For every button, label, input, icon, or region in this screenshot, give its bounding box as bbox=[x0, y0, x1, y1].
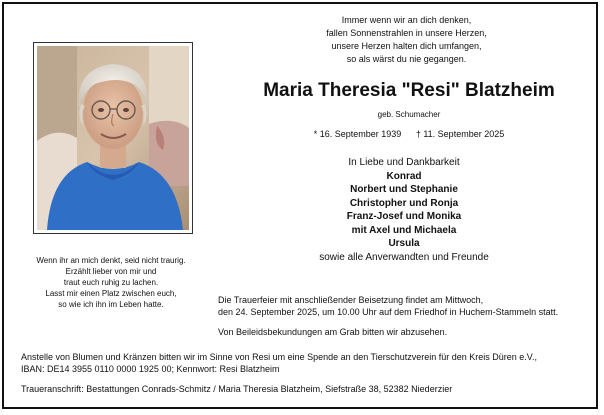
obituary-notice bbox=[2, 2, 598, 409]
poem-top-line: so als wärst du nie gegangen. bbox=[346, 54, 467, 64]
donation-line: Anstelle von Blumen und Kränzen bitten wir im Sinne von Resi um eine Spende an den Tierschutzverein für den Kreis Düren e.V., bbox=[21, 352, 537, 362]
birth-name: geb. Schumacher bbox=[377, 110, 441, 119]
family-member: mit Axel und Michaela bbox=[351, 224, 457, 236]
poem-top bbox=[254, 14, 559, 66]
poem-top-line: unsere Herzen halten dich umfangen, bbox=[331, 41, 482, 51]
ceremony-line: den 24. September 2025, um 10.00 Uhr auf dem Friedhof in Huchem-Stammeln statt. bbox=[218, 306, 559, 317]
birth-date: * 16. September 1939 bbox=[313, 129, 402, 139]
poem-left-line: Wenn ihr an mich denkt, seid nicht traurig. bbox=[36, 256, 186, 265]
family-member: Konrad bbox=[386, 170, 422, 182]
life-dates bbox=[244, 129, 574, 139]
death-date: † 11. September 2025 bbox=[415, 129, 505, 139]
donation-iban: IBAN: DE14 3955 0110 0000 1925 00; Kennwort: Resi Blatzheim bbox=[21, 363, 280, 374]
family-member: Christopher und Ronja bbox=[349, 197, 459, 209]
family-intro: In Liebe und Dankbarkeit bbox=[348, 157, 460, 168]
poem-left-line: Lasst mir einen Platz zwischen euch, bbox=[45, 289, 177, 298]
donation-and-address bbox=[21, 352, 596, 396]
deceased-name: Maria Theresia "Resi" Blatzheim bbox=[263, 80, 555, 101]
poem-top-line: Immer wenn wir an dich denken, bbox=[341, 15, 472, 25]
family-closing: sowie alle Anverwandten und Freunde bbox=[319, 251, 489, 263]
poem-left-line: traut euch ruhig zu lachen. bbox=[63, 278, 159, 287]
poem-left-line: so wie ich ihn im Leben hatte. bbox=[58, 300, 164, 309]
mourning-address: Traueranschrift: Bestattungen Conrads-Schmitz / Maria Theresia Blatzheim, Siefstraße 38, 52382 Niederzier bbox=[21, 384, 453, 394]
ceremony-line: Die Trauerfeier mit anschließender Beisetzung findet am Mittwoch, bbox=[218, 295, 484, 305]
condolence-note: Von Beileidsbekundungen am Grab bitten wir abzusehen. bbox=[218, 327, 448, 337]
family-member: Franz-Josef und Monika bbox=[346, 211, 462, 222]
family-member: Norbert und Stephanie bbox=[350, 184, 458, 195]
portrait-photo bbox=[37, 46, 189, 230]
poem-left-line: Erzählt lieber von mir und bbox=[65, 267, 157, 276]
family-list bbox=[254, 156, 554, 264]
poem-top-line: fallen Sonnenstrahlen in unsere Herzen, bbox=[326, 28, 487, 38]
portrait-photo-frame bbox=[33, 42, 193, 234]
ceremony-info bbox=[218, 295, 598, 339]
poem-left bbox=[16, 255, 206, 310]
family-member: Ursula bbox=[388, 238, 420, 249]
